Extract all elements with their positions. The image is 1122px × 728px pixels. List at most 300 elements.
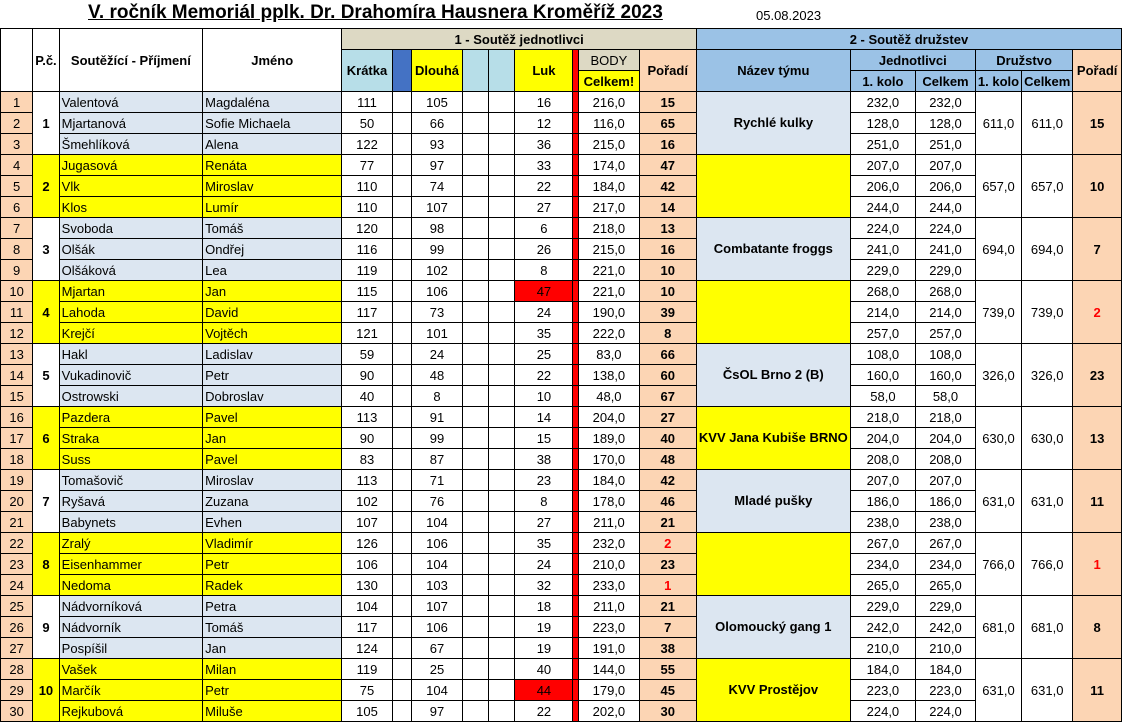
jednotlivci-celkem-cell[interactable]: 210,0 <box>916 638 976 659</box>
rank-cell[interactable]: 48 <box>639 449 696 470</box>
surname-cell[interactable]: Ostrowski <box>59 386 202 407</box>
rank-cell[interactable]: 60 <box>639 365 696 386</box>
rank-cell[interactable]: 10 <box>639 281 696 302</box>
group-number[interactable]: 1 <box>33 92 59 155</box>
blank-cell[interactable] <box>463 554 489 575</box>
blank-cell[interactable] <box>489 344 515 365</box>
rank-cell[interactable]: 14 <box>639 197 696 218</box>
row-number[interactable]: 7 <box>1 218 33 239</box>
rank-cell[interactable]: 21 <box>639 596 696 617</box>
rank-cell[interactable]: 46 <box>639 491 696 512</box>
first-name-cell[interactable]: Magdaléna <box>203 92 342 113</box>
celkem-cell[interactable]: 218,0 <box>579 218 639 239</box>
surname-cell[interactable]: Nádvorník <box>59 617 202 638</box>
blank-cell[interactable] <box>463 512 489 533</box>
luk-cell[interactable]: 16 <box>515 92 573 113</box>
kratka-cell[interactable]: 111 <box>342 92 392 113</box>
team-name-cell[interactable] <box>696 155 850 218</box>
rank-cell[interactable]: 8 <box>639 323 696 344</box>
blank-cell[interactable] <box>392 365 411 386</box>
surname-cell[interactable]: Nedoma <box>59 575 202 596</box>
team-kolo-cell[interactable]: 631,0 <box>975 659 1021 722</box>
team-kolo-cell[interactable]: 739,0 <box>975 281 1021 344</box>
kratka-cell[interactable]: 50 <box>342 113 392 134</box>
surname-cell[interactable]: Mjartanová <box>59 113 202 134</box>
kolo1-cell[interactable]: 160,0 <box>850 365 915 386</box>
blank-cell[interactable] <box>392 134 411 155</box>
blank-cell[interactable] <box>489 491 515 512</box>
dlouha-cell[interactable]: 97 <box>411 155 463 176</box>
rank-cell[interactable]: 27 <box>639 407 696 428</box>
blank-cell[interactable] <box>463 407 489 428</box>
kratka-cell[interactable]: 110 <box>342 176 392 197</box>
team-name-cell[interactable]: Rychlé kulky <box>696 92 850 155</box>
first-name-cell[interactable]: Evhen <box>203 512 342 533</box>
luk-cell[interactable]: 6 <box>515 218 573 239</box>
group-number[interactable]: 6 <box>33 407 59 470</box>
first-name-cell[interactable]: Vladimír <box>203 533 342 554</box>
celkem-cell[interactable]: 178,0 <box>579 491 639 512</box>
team-rank-cell[interactable]: 11 <box>1073 470 1122 533</box>
luk-cell[interactable]: 44 <box>515 680 573 701</box>
blank-cell[interactable] <box>392 533 411 554</box>
dlouha-cell[interactable]: 67 <box>411 638 463 659</box>
dlouha-cell[interactable]: 101 <box>411 323 463 344</box>
group-number[interactable]: 10 <box>33 659 59 722</box>
jednotlivci-celkem-cell[interactable]: 241,0 <box>916 239 976 260</box>
blank-cell[interactable] <box>489 323 515 344</box>
dlouha-cell[interactable]: 87 <box>411 449 463 470</box>
team-rank-cell[interactable]: 2 <box>1073 281 1122 344</box>
kratka-cell[interactable]: 116 <box>342 239 392 260</box>
blank-cell[interactable] <box>463 281 489 302</box>
jednotlivci-celkem-cell[interactable]: 244,0 <box>916 197 976 218</box>
luk-cell[interactable]: 12 <box>515 113 573 134</box>
dlouha-cell[interactable]: 107 <box>411 596 463 617</box>
jednotlivci-celkem-cell[interactable]: 206,0 <box>916 176 976 197</box>
celkem-cell[interactable]: 221,0 <box>579 260 639 281</box>
team-kolo-cell[interactable]: 631,0 <box>975 470 1021 533</box>
group-number[interactable]: 9 <box>33 596 59 659</box>
team-kolo-cell[interactable]: 694,0 <box>975 218 1021 281</box>
kratka-cell[interactable]: 75 <box>342 680 392 701</box>
group-number[interactable]: 7 <box>33 470 59 533</box>
team-kolo-cell[interactable]: 681,0 <box>975 596 1021 659</box>
first-name-cell[interactable]: Jan <box>203 281 342 302</box>
blank-cell[interactable] <box>463 617 489 638</box>
luk-cell[interactable]: 26 <box>515 239 573 260</box>
kolo1-cell[interactable]: 214,0 <box>850 302 915 323</box>
first-name-cell[interactable]: Jan <box>203 638 342 659</box>
surname-cell[interactable]: Pospíšil <box>59 638 202 659</box>
blank-cell[interactable] <box>463 386 489 407</box>
blank-cell[interactable] <box>489 218 515 239</box>
kratka-cell[interactable]: 120 <box>342 218 392 239</box>
celkem-cell[interactable]: 223,0 <box>579 617 639 638</box>
team-celkem-cell[interactable]: 631,0 <box>1022 659 1073 722</box>
first-name-cell[interactable]: Miroslav <box>203 176 342 197</box>
celkem-cell[interactable]: 190,0 <box>579 302 639 323</box>
jednotlivci-celkem-cell[interactable]: 160,0 <box>916 365 976 386</box>
blank-cell[interactable] <box>392 680 411 701</box>
first-name-cell[interactable]: Lea <box>203 260 342 281</box>
first-name-cell[interactable]: Zuzana <box>203 491 342 512</box>
kratka-cell[interactable]: 90 <box>342 428 392 449</box>
first-name-cell[interactable]: David <box>203 302 342 323</box>
dlouha-cell[interactable]: 73 <box>411 302 463 323</box>
luk-cell[interactable]: 27 <box>515 512 573 533</box>
luk-cell[interactable]: 38 <box>515 449 573 470</box>
kolo1-cell[interactable]: 207,0 <box>850 155 915 176</box>
blank-cell[interactable] <box>489 239 515 260</box>
blank-cell[interactable] <box>392 701 411 722</box>
team-rank-cell[interactable]: 23 <box>1073 344 1122 407</box>
rank-cell[interactable]: 10 <box>639 260 696 281</box>
dlouha-cell[interactable]: 74 <box>411 176 463 197</box>
dlouha-cell[interactable]: 76 <box>411 491 463 512</box>
dlouha-cell[interactable]: 24 <box>411 344 463 365</box>
jednotlivci-celkem-cell[interactable]: 58,0 <box>916 386 976 407</box>
kolo1-cell[interactable]: 234,0 <box>850 554 915 575</box>
kolo1-cell[interactable]: 58,0 <box>850 386 915 407</box>
row-number[interactable]: 10 <box>1 281 33 302</box>
jednotlivci-celkem-cell[interactable]: 224,0 <box>916 218 976 239</box>
jednotlivci-celkem-cell[interactable]: 232,0 <box>916 92 976 113</box>
team-celkem-cell[interactable]: 611,0 <box>1022 92 1073 155</box>
first-name-cell[interactable]: Jan <box>203 428 342 449</box>
team-celkem-cell[interactable]: 766,0 <box>1022 533 1073 596</box>
rank-cell[interactable]: 45 <box>639 680 696 701</box>
team-celkem-cell[interactable]: 739,0 <box>1022 281 1073 344</box>
kolo1-cell[interactable]: 242,0 <box>850 617 915 638</box>
blank-cell[interactable] <box>392 491 411 512</box>
surname-cell[interactable]: Pazdera <box>59 407 202 428</box>
celkem-cell[interactable]: 138,0 <box>579 365 639 386</box>
team-name-cell[interactable]: Mladé pušky <box>696 470 850 533</box>
celkem-cell[interactable]: 232,0 <box>579 533 639 554</box>
blank-cell[interactable] <box>392 176 411 197</box>
celkem-cell[interactable]: 211,0 <box>579 512 639 533</box>
team-name-cell[interactable]: Olomoucký gang 1 <box>696 596 850 659</box>
luk-cell[interactable]: 35 <box>515 533 573 554</box>
blank-cell[interactable] <box>463 197 489 218</box>
celkem-cell[interactable]: 174,0 <box>579 155 639 176</box>
blank-cell[interactable] <box>463 659 489 680</box>
blank-cell[interactable] <box>392 617 411 638</box>
blank-cell[interactable] <box>463 155 489 176</box>
luk-cell[interactable]: 19 <box>515 617 573 638</box>
team-rank-cell[interactable]: 8 <box>1073 596 1122 659</box>
first-name-cell[interactable]: Alena <box>203 134 342 155</box>
team-kolo-cell[interactable]: 766,0 <box>975 533 1021 596</box>
surname-cell[interactable]: Hakl <box>59 344 202 365</box>
rank-cell[interactable]: 7 <box>639 617 696 638</box>
luk-cell[interactable]: 22 <box>515 176 573 197</box>
blank-cell[interactable] <box>489 365 515 386</box>
luk-cell[interactable]: 10 <box>515 386 573 407</box>
luk-cell[interactable]: 25 <box>515 344 573 365</box>
blank-cell[interactable] <box>489 407 515 428</box>
blank-cell[interactable] <box>392 554 411 575</box>
blank-cell[interactable] <box>489 638 515 659</box>
dlouha-cell[interactable]: 8 <box>411 386 463 407</box>
rank-cell[interactable]: 42 <box>639 470 696 491</box>
blank-cell[interactable] <box>392 449 411 470</box>
celkem-cell[interactable]: 221,0 <box>579 281 639 302</box>
kratka-cell[interactable]: 119 <box>342 659 392 680</box>
rank-cell[interactable]: 67 <box>639 386 696 407</box>
rank-cell[interactable]: 16 <box>639 134 696 155</box>
blank-cell[interactable] <box>489 134 515 155</box>
row-number[interactable]: 13 <box>1 344 33 365</box>
kratka-cell[interactable]: 117 <box>342 302 392 323</box>
surname-cell[interactable]: Klos <box>59 197 202 218</box>
row-number[interactable]: 4 <box>1 155 33 176</box>
blank-cell[interactable] <box>489 596 515 617</box>
blank-cell[interactable] <box>463 491 489 512</box>
blank-cell[interactable] <box>489 197 515 218</box>
blank-cell[interactable] <box>489 176 515 197</box>
row-number[interactable]: 12 <box>1 323 33 344</box>
luk-cell[interactable]: 47 <box>515 281 573 302</box>
kratka-cell[interactable]: 115 <box>342 281 392 302</box>
first-name-cell[interactable]: Vojtěch <box>203 323 342 344</box>
blank-cell[interactable] <box>489 554 515 575</box>
surname-cell[interactable]: Mjartan <box>59 281 202 302</box>
team-name-cell[interactable]: KVV Prostějov <box>696 659 850 722</box>
rank-cell[interactable]: 38 <box>639 638 696 659</box>
blank-cell[interactable] <box>392 428 411 449</box>
kolo1-cell[interactable]: 204,0 <box>850 428 915 449</box>
luk-cell[interactable]: 27 <box>515 197 573 218</box>
kolo1-cell[interactable]: 128,0 <box>850 113 915 134</box>
luk-cell[interactable]: 18 <box>515 596 573 617</box>
kolo1-cell[interactable]: 208,0 <box>850 449 915 470</box>
luk-cell[interactable]: 40 <box>515 659 573 680</box>
blank-cell[interactable] <box>392 470 411 491</box>
jednotlivci-celkem-cell[interactable]: 268,0 <box>916 281 976 302</box>
jednotlivci-celkem-cell[interactable]: 224,0 <box>916 701 976 722</box>
luk-cell[interactable]: 22 <box>515 701 573 722</box>
surname-cell[interactable]: Jugasová <box>59 155 202 176</box>
blank-cell[interactable] <box>463 260 489 281</box>
celkem-cell[interactable]: 202,0 <box>579 701 639 722</box>
rank-cell[interactable]: 23 <box>639 554 696 575</box>
jednotlivci-celkem-cell[interactable]: 223,0 <box>916 680 976 701</box>
dlouha-cell[interactable]: 97 <box>411 701 463 722</box>
rank-cell[interactable]: 30 <box>639 701 696 722</box>
kratka-cell[interactable]: 104 <box>342 596 392 617</box>
dlouha-cell[interactable]: 106 <box>411 617 463 638</box>
blank-cell[interactable] <box>463 638 489 659</box>
dlouha-cell[interactable]: 66 <box>411 113 463 134</box>
row-number[interactable]: 3 <box>1 134 33 155</box>
jednotlivci-celkem-cell[interactable]: 238,0 <box>916 512 976 533</box>
surname-cell[interactable]: Straka <box>59 428 202 449</box>
row-number[interactable]: 26 <box>1 617 33 638</box>
surname-cell[interactable]: Rejkubová <box>59 701 202 722</box>
kratka-cell[interactable]: 102 <box>342 491 392 512</box>
blank-cell[interactable] <box>463 218 489 239</box>
kolo1-cell[interactable]: 224,0 <box>850 701 915 722</box>
blank-cell[interactable] <box>463 344 489 365</box>
rank-cell[interactable]: 16 <box>639 239 696 260</box>
kratka-cell[interactable]: 59 <box>342 344 392 365</box>
blank-cell[interactable] <box>489 92 515 113</box>
first-name-cell[interactable]: Radek <box>203 575 342 596</box>
dlouha-cell[interactable]: 99 <box>411 239 463 260</box>
jednotlivci-celkem-cell[interactable]: 229,0 <box>916 260 976 281</box>
dlouha-cell[interactable]: 98 <box>411 218 463 239</box>
surname-cell[interactable]: Valentová <box>59 92 202 113</box>
jednotlivci-celkem-cell[interactable]: 265,0 <box>916 575 976 596</box>
blank-cell[interactable] <box>392 323 411 344</box>
luk-cell[interactable]: 24 <box>515 302 573 323</box>
celkem-cell[interactable]: 222,0 <box>579 323 639 344</box>
team-rank-cell[interactable]: 10 <box>1073 155 1122 218</box>
luk-cell[interactable]: 35 <box>515 323 573 344</box>
kolo1-cell[interactable]: 268,0 <box>850 281 915 302</box>
celkem-cell[interactable]: 83,0 <box>579 344 639 365</box>
rank-cell[interactable]: 39 <box>639 302 696 323</box>
jednotlivci-celkem-cell[interactable]: 128,0 <box>916 113 976 134</box>
jednotlivci-celkem-cell[interactable]: 242,0 <box>916 617 976 638</box>
rank-cell[interactable]: 55 <box>639 659 696 680</box>
dlouha-cell[interactable]: 104 <box>411 554 463 575</box>
rank-cell[interactable]: 66 <box>639 344 696 365</box>
kratka-cell[interactable]: 90 <box>342 365 392 386</box>
blank-cell[interactable] <box>489 575 515 596</box>
rank-cell[interactable]: 13 <box>639 218 696 239</box>
surname-cell[interactable]: Suss <box>59 449 202 470</box>
jednotlivci-celkem-cell[interactable]: 251,0 <box>916 134 976 155</box>
kratka-cell[interactable]: 77 <box>342 155 392 176</box>
row-number[interactable]: 5 <box>1 176 33 197</box>
rank-cell[interactable]: 1 <box>639 575 696 596</box>
dlouha-cell[interactable]: 48 <box>411 365 463 386</box>
kolo1-cell[interactable]: 229,0 <box>850 596 915 617</box>
luk-cell[interactable]: 24 <box>515 554 573 575</box>
blank-cell[interactable] <box>392 155 411 176</box>
team-rank-cell[interactable]: 11 <box>1073 659 1122 722</box>
first-name-cell[interactable]: Tomáš <box>203 617 342 638</box>
dlouha-cell[interactable]: 102 <box>411 260 463 281</box>
blank-cell[interactable] <box>463 449 489 470</box>
team-celkem-cell[interactable]: 681,0 <box>1022 596 1073 659</box>
row-number[interactable]: 1 <box>1 92 33 113</box>
blank-cell[interactable] <box>489 281 515 302</box>
surname-cell[interactable]: Ryšavá <box>59 491 202 512</box>
blank-cell[interactable] <box>392 281 411 302</box>
row-number[interactable]: 18 <box>1 449 33 470</box>
first-name-cell[interactable]: Petr <box>203 365 342 386</box>
surname-cell[interactable]: Vašek <box>59 659 202 680</box>
blank-cell[interactable] <box>463 365 489 386</box>
first-name-cell[interactable]: Sofie Michaela <box>203 113 342 134</box>
dlouha-cell[interactable]: 93 <box>411 134 463 155</box>
celkem-cell[interactable]: 116,0 <box>579 113 639 134</box>
blank-cell[interactable] <box>463 113 489 134</box>
first-name-cell[interactable]: Petra <box>203 596 342 617</box>
blank-cell[interactable] <box>489 533 515 554</box>
kolo1-cell[interactable]: 267,0 <box>850 533 915 554</box>
jednotlivci-celkem-cell[interactable]: 208,0 <box>916 449 976 470</box>
jednotlivci-celkem-cell[interactable]: 207,0 <box>916 155 976 176</box>
kolo1-cell[interactable]: 229,0 <box>850 260 915 281</box>
row-number[interactable]: 16 <box>1 407 33 428</box>
group-number[interactable]: 2 <box>33 155 59 218</box>
first-name-cell[interactable]: Ladislav <box>203 344 342 365</box>
blank-cell[interactable] <box>489 449 515 470</box>
celkem-cell[interactable]: 144,0 <box>579 659 639 680</box>
team-name-cell[interactable]: Combatante froggs <box>696 218 850 281</box>
first-name-cell[interactable]: Petr <box>203 554 342 575</box>
kolo1-cell[interactable]: 184,0 <box>850 659 915 680</box>
surname-cell[interactable]: Tomašovič <box>59 470 202 491</box>
row-number[interactable]: 8 <box>1 239 33 260</box>
blank-cell[interactable] <box>489 155 515 176</box>
surname-cell[interactable]: Šmehlíková <box>59 134 202 155</box>
blank-cell[interactable] <box>392 113 411 134</box>
row-number[interactable]: 19 <box>1 470 33 491</box>
surname-cell[interactable]: Krejčí <box>59 323 202 344</box>
team-celkem-cell[interactable]: 657,0 <box>1022 155 1073 218</box>
jednotlivci-celkem-cell[interactable]: 184,0 <box>916 659 976 680</box>
blank-cell[interactable] <box>392 344 411 365</box>
group-number[interactable]: 3 <box>33 218 59 281</box>
blank-cell[interactable] <box>489 512 515 533</box>
row-number[interactable]: 14 <box>1 365 33 386</box>
kolo1-cell[interactable]: 232,0 <box>850 92 915 113</box>
celkem-cell[interactable]: 191,0 <box>579 638 639 659</box>
jednotlivci-celkem-cell[interactable]: 186,0 <box>916 491 976 512</box>
row-number[interactable]: 27 <box>1 638 33 659</box>
kratka-cell[interactable]: 110 <box>342 197 392 218</box>
first-name-cell[interactable]: Petr <box>203 680 342 701</box>
blank-cell[interactable] <box>392 596 411 617</box>
blank-cell[interactable] <box>489 680 515 701</box>
blank-cell[interactable] <box>463 176 489 197</box>
blank-cell[interactable] <box>463 575 489 596</box>
jednotlivci-celkem-cell[interactable]: 108,0 <box>916 344 976 365</box>
kratka-cell[interactable]: 107 <box>342 512 392 533</box>
luk-cell[interactable]: 19 <box>515 638 573 659</box>
row-number[interactable]: 25 <box>1 596 33 617</box>
surname-cell[interactable]: Nádvorníková <box>59 596 202 617</box>
celkem-cell[interactable]: 170,0 <box>579 449 639 470</box>
kolo1-cell[interactable]: 257,0 <box>850 323 915 344</box>
blank-cell[interactable] <box>489 470 515 491</box>
team-kolo-cell[interactable]: 326,0 <box>975 344 1021 407</box>
team-rank-cell[interactable]: 15 <box>1073 92 1122 155</box>
blank-cell[interactable] <box>392 386 411 407</box>
blank-cell[interactable] <box>392 638 411 659</box>
kolo1-cell[interactable]: 223,0 <box>850 680 915 701</box>
kolo1-cell[interactable]: 241,0 <box>850 239 915 260</box>
row-number[interactable]: 2 <box>1 113 33 134</box>
rank-cell[interactable]: 15 <box>639 92 696 113</box>
dlouha-cell[interactable]: 91 <box>411 407 463 428</box>
luk-cell[interactable]: 15 <box>515 428 573 449</box>
kratka-cell[interactable]: 113 <box>342 407 392 428</box>
celkem-cell[interactable]: 215,0 <box>579 134 639 155</box>
luk-cell[interactable]: 36 <box>515 134 573 155</box>
surname-cell[interactable]: Olšák <box>59 239 202 260</box>
first-name-cell[interactable]: Miluše <box>203 701 342 722</box>
team-kolo-cell[interactable]: 630,0 <box>975 407 1021 470</box>
surname-cell[interactable]: Vlk <box>59 176 202 197</box>
row-number[interactable]: 24 <box>1 575 33 596</box>
